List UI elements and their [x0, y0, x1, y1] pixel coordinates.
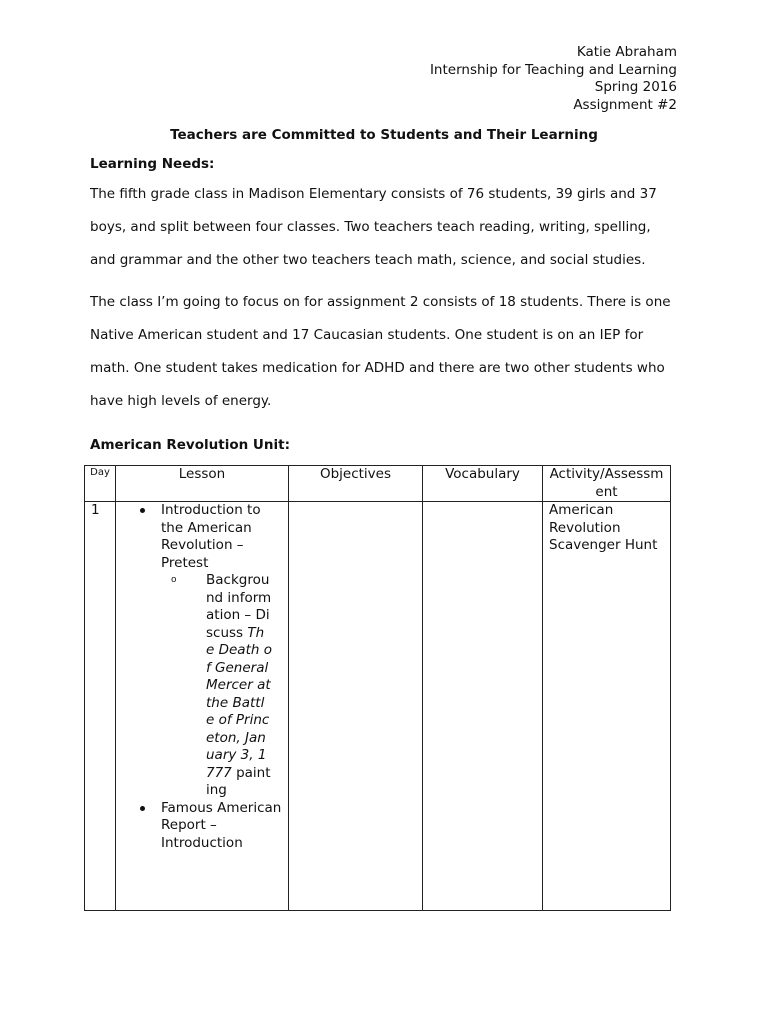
lesson-cell — [116, 502, 289, 911]
day-cell: 1 — [85, 502, 116, 911]
column-header-day: Day — [85, 466, 116, 502]
lesson-list — [116, 502, 282, 852]
table-row — [85, 502, 671, 911]
lesson-item-intro: Introduction to the American Revolution – Pretest — [161, 502, 261, 571]
column-header-lesson: Lesson — [116, 466, 289, 502]
lesson-subitem-background: o Background information – Discuss The Death of General Mercer at the Battle of Princeton, January 3, 1777 painting — [206, 572, 272, 798]
activity-cell: American Revolution Scavenger Hunt — [543, 502, 671, 911]
assignment-number: Assignment #2 — [573, 96, 677, 113]
document-title: Teachers are Committed to Students and Their Learning — [170, 127, 598, 143]
term: Spring 2016 — [594, 79, 677, 95]
unit-table — [84, 465, 671, 911]
vocabulary-cell — [423, 502, 543, 911]
list-item — [161, 572, 282, 800]
list-item — [116, 502, 282, 800]
lesson-sublist — [161, 572, 282, 800]
learning-needs-paragraph-2: The class I’m going to focus on for assignment 2 consists of 18 students. There is one Native American student and 17 Caucasian students. One student is on an IEP for math. One student takes medication for ADHD and there are two other students who have high levels of energy. — [90, 294, 671, 409]
learning-needs-paragraph-1: The fifth grade class in Madison Elementary consists of 76 students, 39 girls and 37 boys, and split between four classes. Two teachers teach reading, writing, spelling, and grammar and the other two teachers teach math, science, and social studies. — [90, 186, 657, 268]
column-header-vocabulary: Vocabulary — [423, 466, 543, 502]
objectives-cell — [289, 502, 423, 911]
document-header — [430, 44, 677, 114]
table-header-row — [85, 466, 671, 502]
column-header-activity: Activity/Assessment — [543, 466, 671, 502]
list-item — [116, 800, 282, 853]
column-header-objectives: Objectives — [289, 466, 423, 502]
lesson-item-report: Famous American Report – Introduction — [161, 799, 282, 851]
unit-heading: American Revolution Unit: — [90, 437, 290, 453]
course-name: Internship for Teaching and Learning — [429, 61, 677, 78]
painting-title: The Death of General Mercer at the Battle of Princeton, January 3, 1777 — [206, 624, 272, 781]
author-name: Katie Abraham — [576, 44, 677, 60]
learning-needs-heading: Learning Needs: — [90, 156, 215, 172]
